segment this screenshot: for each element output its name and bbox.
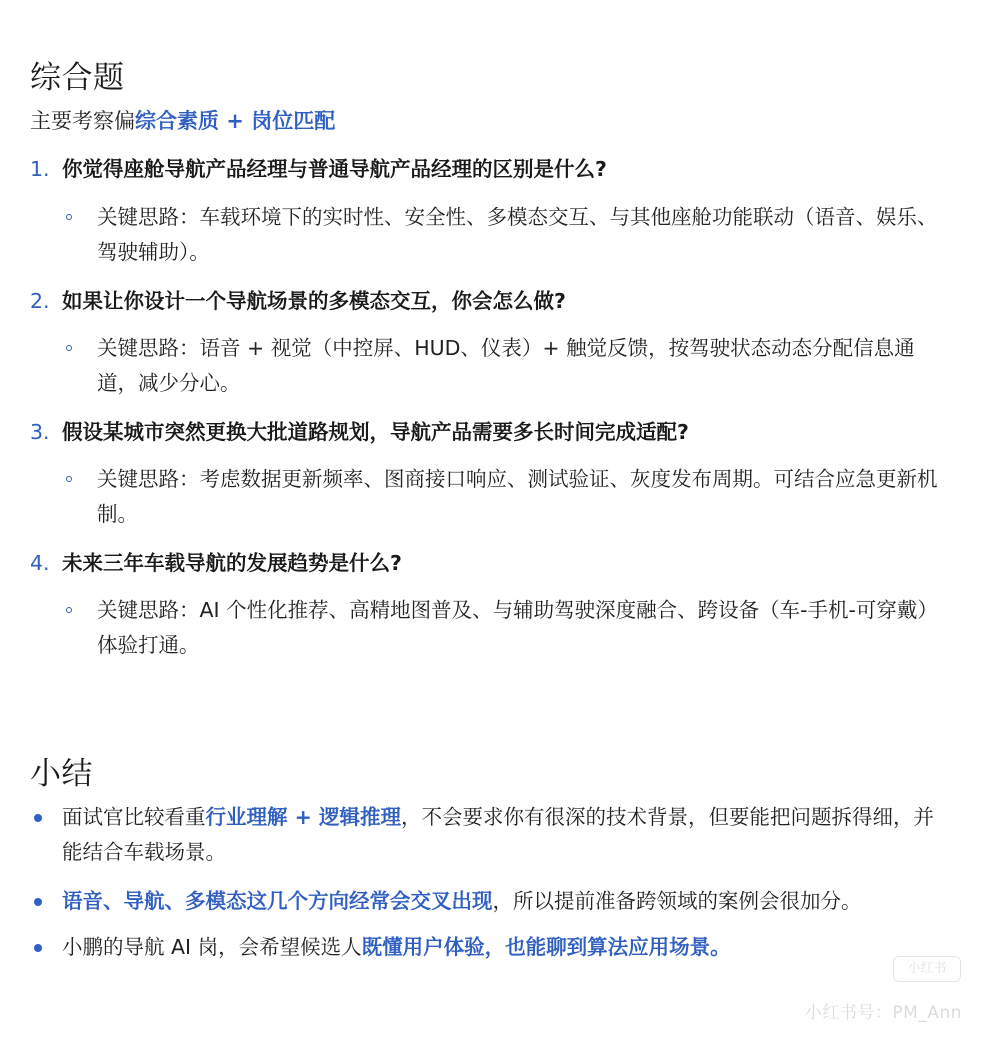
summary-text: [62, 884, 950, 919]
summary-item: [30, 884, 950, 919]
summary-suffix: ，不会要求你有很深的技术背景，但要能把问题拆得细，并能结合车载场景。: [62, 805, 934, 864]
hint-text: 关键思路：语音 + 视觉（中控屏、HUD、仪表）+ 触觉反馈，按驾驶状态动态分配信息通道，减少分心。: [97, 336, 915, 395]
section-title-integrated: 综合题: [30, 60, 125, 96]
section-title-summary: 小结: [30, 756, 93, 792]
question-item: [30, 286, 960, 316]
bullet-dot-icon: [34, 814, 42, 822]
watermark-logo: 小红书: [893, 956, 961, 982]
question-item: [30, 154, 960, 184]
summary-item: [30, 800, 950, 870]
question-item: [30, 548, 960, 578]
question-hint: [66, 462, 942, 532]
summary-item: [30, 930, 950, 965]
hollow-bullet-icon: [66, 214, 72, 220]
intro-prefix: 主要考察偏: [30, 109, 135, 133]
hint-text: 关键思路：AI 个性化推荐、高精地图普及、与辅助驾驶深度融合、跨设备（车-手机-可穿戴）体验打通。: [97, 598, 938, 657]
question-text: 你觉得座舱导航产品经理与普通导航产品经理的区别是什么?: [62, 157, 607, 181]
section-intro: [30, 106, 335, 136]
watermark-text: 小红书号：PM_Ann: [804, 1003, 962, 1023]
question-text: 如果让你设计一个导航场景的多模态交互，你会怎么做?: [62, 289, 566, 313]
question-number: 4.: [30, 551, 50, 575]
question-number: 2.: [30, 289, 50, 313]
question-hint: [66, 331, 942, 401]
intro-highlight: 综合素质 + 岗位匹配: [135, 109, 336, 133]
bullet-dot-icon: [34, 944, 42, 952]
question-hint: [66, 200, 942, 270]
bullet-dot-icon: [34, 898, 42, 906]
hollow-bullet-icon: [66, 607, 72, 613]
hollow-bullet-icon: [66, 345, 72, 351]
summary-prefix: 面试官比较看重: [62, 805, 206, 829]
summary-highlight: 行业理解 + 逻辑推理: [205, 805, 401, 829]
question-text: 假设某城市突然更换大批道路规划，导航产品需要多长时间完成适配?: [62, 420, 689, 444]
question-item: [30, 417, 960, 447]
summary-suffix: ，所以提前准备跨领域的案例会很加分。: [492, 889, 862, 913]
summary-text: [62, 800, 950, 870]
summary-text: [62, 930, 950, 965]
question-number: 1.: [30, 157, 50, 181]
question-text: 未来三年车载导航的发展趋势是什么?: [62, 551, 402, 575]
summary-highlight: 既懂用户体验，也能聊到算法应用场景。: [361, 935, 731, 959]
hollow-bullet-icon: [66, 476, 72, 482]
summary-highlight: 语音、导航、多模态这几个方向经常会交叉出现: [62, 889, 493, 913]
question-hint: [66, 593, 942, 663]
summary-prefix: 小鹏的导航 AI 岗，会希望候选人: [62, 935, 362, 959]
hint-text: 关键思路：车载环境下的实时性、安全性、多模态交互、与其他座舱功能联动（语音、娱乐、驾驶辅助）。: [97, 205, 938, 264]
question-number: 3.: [30, 420, 50, 444]
hint-text: 关键思路：考虑数据更新频率、图商接口响应、测试验证、灰度发布周期。可结合应急更新机制。: [97, 467, 938, 526]
